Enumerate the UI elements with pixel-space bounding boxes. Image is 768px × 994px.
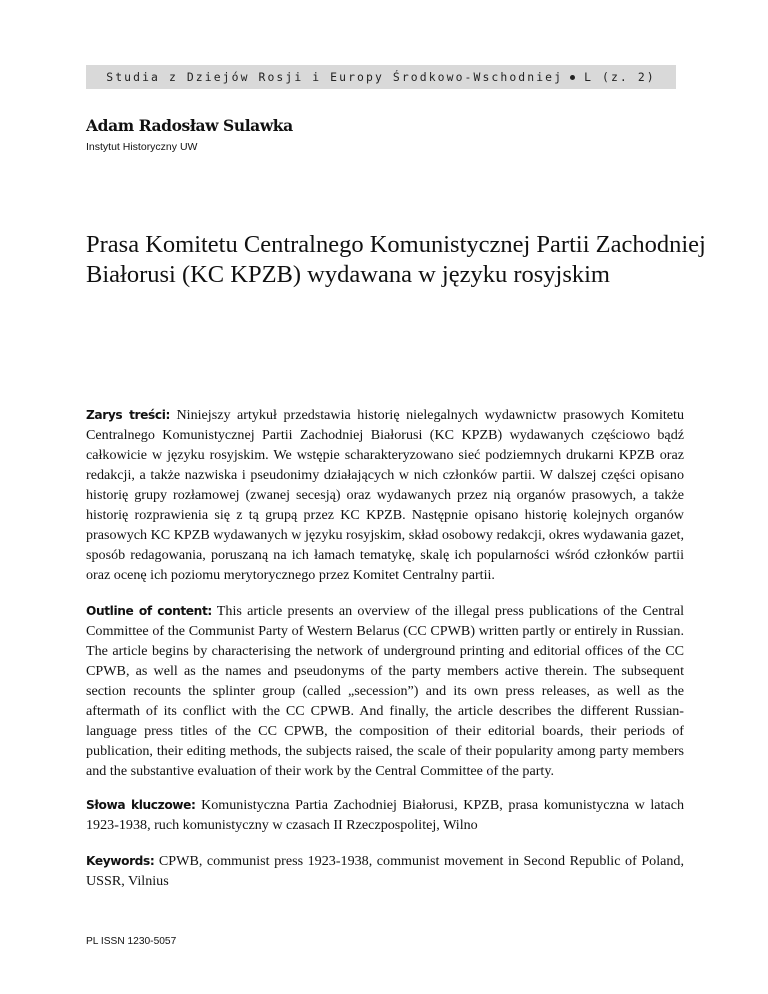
author-affiliation: Instytut Historyczny UW bbox=[86, 141, 198, 153]
journal-issue: L (z. 2) bbox=[584, 70, 656, 84]
keywords-english bbox=[86, 851, 684, 891]
abstract-polish-label: Zarys treści: bbox=[86, 408, 170, 422]
keywords-polish-text: Komunistyczna Partia Zachodniej Białorusi, KPZB, prasa komunistyczna w latach 1923-1938, ruch komunistyczny w czasach II Rzeczpospolitej, Wilno bbox=[86, 797, 684, 833]
journal-header bbox=[86, 65, 676, 89]
journal-name: Studia z Dziejów Rosji i Europy Środkowo-Wschodniej bbox=[106, 70, 564, 84]
keywords-polish-label: Słowa kluczowe: bbox=[86, 798, 196, 812]
article-title: Prasa Komitetu Centralnego Komunistycznej Partii Zachodniej Białorusi (KC KPZB) wydawana w języku rosyjskim bbox=[86, 231, 706, 288]
keywords-polish bbox=[86, 795, 684, 835]
issn-footer: PL ISSN 1230-5057 bbox=[86, 936, 177, 947]
bullet-icon bbox=[570, 75, 575, 80]
abstract-english-text: This article presents an overview of the illegal press publications of the Central Committee of the Communist Party of Western Belarus (CC CPWB) written partly or entirely in Russian. The article begins by characterising the network of underground printing and editorial offices of the CC CPWB, as well as the names and pseudonyms of the party members active therein. The subsequent section recounts the splinter group (called „secession”) and its own press releases, as well as the aftermath of its conflict with the CC CPWB. And finally, the article describes the different Russian-language press titles of the CC CPWB, the composition of their editorial boards, their periods of publication, their editing methods, the subjects raised, the scale of their popularity among party members and the substantive evaluation of their work by the Central Committee of the party. bbox=[86, 603, 684, 779]
author-name: Adam Radosław Sulawka bbox=[86, 116, 293, 135]
abstract-polish bbox=[86, 405, 684, 585]
abstract-english-label: Outline of content: bbox=[86, 604, 212, 618]
abstract-polish-text: Niniejszy artykuł przedstawia historię nielegalnych wydawnictw prasowych Komitetu Centralnego Komunistycznej Partii Zachodniej Białorusi (KC KPZB) wydawanych częściowo bądź całkowicie w języku rosyjskim. We wstępie scharakteryzowano sieć podziemnych drukarni KPZB oraz redakcji, a także nazwiska i pseudonimy działających w nich członków partii. W dalszej części opisano historię grupy rozłamowej (zwanej secesją) oraz wydawanych przez nią organów prasowych, a także historię rozprawienia się z tą grupą przez KC KPZB. Następnie opisano historię kolejnych organów prasowych KC KPZB wydawanych w języku rosyjskim, skład osobowy redakcji, okres wydawania gazet, sposób redagowania, poruszaną na ich łamach tematykę, skalę ich popularności wśród członków partii oraz ocenę ich poziomu merytorycznego przez Komitet Centralny partii. bbox=[86, 407, 684, 583]
abstract-english bbox=[86, 601, 684, 781]
keywords-english-label: Keywords: bbox=[86, 854, 155, 868]
keywords-english-text: CPWB, communist press 1923-1938, communist movement in Second Republic of Poland, USSR, Vilnius bbox=[86, 853, 684, 889]
